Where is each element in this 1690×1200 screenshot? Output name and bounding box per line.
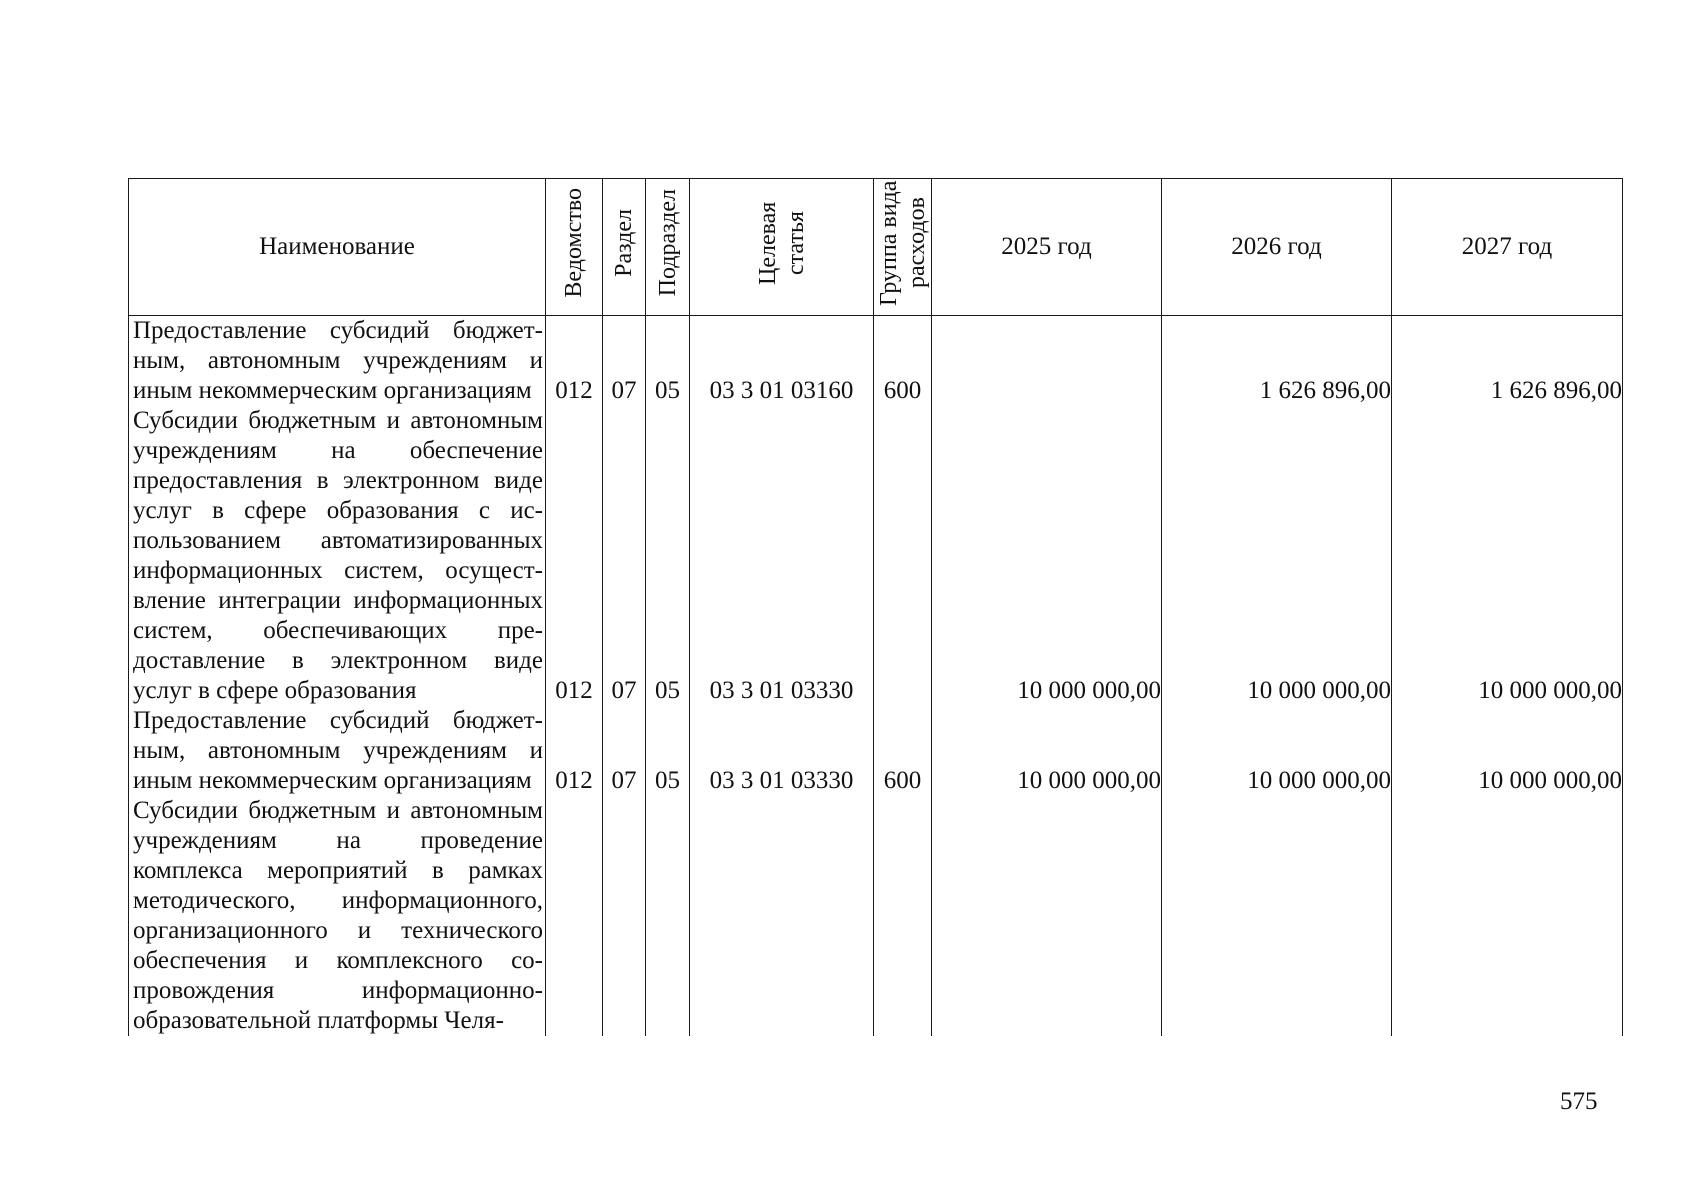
row-year-2026 xyxy=(1162,796,1392,1036)
table-row xyxy=(129,316,1623,407)
row-year-2025: 10 000 000,00 xyxy=(932,706,1162,796)
row-year-2027: 10 000 000,00 xyxy=(1392,406,1623,706)
row-subsection: 05 xyxy=(646,316,690,407)
header-department: Ведомство xyxy=(546,179,603,316)
table-row xyxy=(129,406,1623,706)
row-subsection: 05 xyxy=(646,706,690,796)
row-expense-group: 600 xyxy=(874,706,932,796)
row-section: 07 xyxy=(603,316,646,407)
row-section xyxy=(603,796,646,1036)
table-row xyxy=(129,706,1623,796)
row-section: 07 xyxy=(603,406,646,706)
row-department xyxy=(546,796,603,1036)
header-year-2027: 2027 год xyxy=(1392,179,1623,316)
row-year-2027: 10 000 000,00 xyxy=(1392,706,1623,796)
row-year-2025 xyxy=(932,316,1162,407)
row-name: Субсидии бюджетным и автономным учреждениям на проведение комплекса мероприятий в рамках методического, информационного, организационного и технического обеспечения и комплексного сопровождения информационно-образовательной платформы Челя- xyxy=(129,796,546,1036)
row-year-2025 xyxy=(932,796,1162,1036)
header-expense-group: Группа вида расходов xyxy=(874,179,932,316)
row-expense-group: 600 xyxy=(874,316,932,407)
row-year-2027: 1 626 896,00 xyxy=(1392,316,1623,407)
row-year-2026: 10 000 000,00 xyxy=(1162,706,1392,796)
row-section: 07 xyxy=(603,706,646,796)
header-name: Наименование xyxy=(129,179,546,316)
row-subsection: 05 xyxy=(646,406,690,706)
row-department: 012 xyxy=(546,706,603,796)
row-year-2025: 10 000 000,00 xyxy=(932,406,1162,706)
row-department: 012 xyxy=(546,316,603,407)
header-year-2025: 2025 год xyxy=(932,179,1162,316)
page-number: 575 xyxy=(1560,1088,1598,1115)
header-subsection: Подраздел xyxy=(646,179,690,316)
row-expense-group xyxy=(874,796,932,1036)
row-target-article xyxy=(690,796,874,1036)
row-name: Предоставление субсидий бюджетным, автономным учреждениям и иным некоммерческим организациям xyxy=(129,706,546,796)
header-year-2026: 2026 год xyxy=(1162,179,1392,316)
row-subsection xyxy=(646,796,690,1036)
row-department: 012 xyxy=(546,406,603,706)
row-name: Субсидии бюджетным и автономным учреждениям на обеспечение предоставления в электронном виде услуг в сфере образования с использованием автоматизированных информационных систем, осуществление интеграции информационных систем, обеспечивающих предоставление в электронном виде услуг в сфере образования xyxy=(129,406,546,706)
header-section: Раздел xyxy=(603,179,646,316)
header-target-article: Целевая статья xyxy=(690,179,874,316)
row-name: Предоставление субсидий бюджетным, автономным учреждениям и иным некоммерческим организациям xyxy=(129,316,546,407)
row-expense-group xyxy=(874,406,932,706)
row-year-2027 xyxy=(1392,796,1623,1036)
row-year-2026: 10 000 000,00 xyxy=(1162,406,1392,706)
row-target-article: 03 3 01 03160 xyxy=(690,316,874,407)
budget-table xyxy=(128,178,1623,1036)
table-header-row xyxy=(129,179,1623,316)
row-target-article: 03 3 01 03330 xyxy=(690,406,874,706)
row-year-2026: 1 626 896,00 xyxy=(1162,316,1392,407)
row-target-article: 03 3 01 03330 xyxy=(690,706,874,796)
table-row xyxy=(129,796,1623,1036)
